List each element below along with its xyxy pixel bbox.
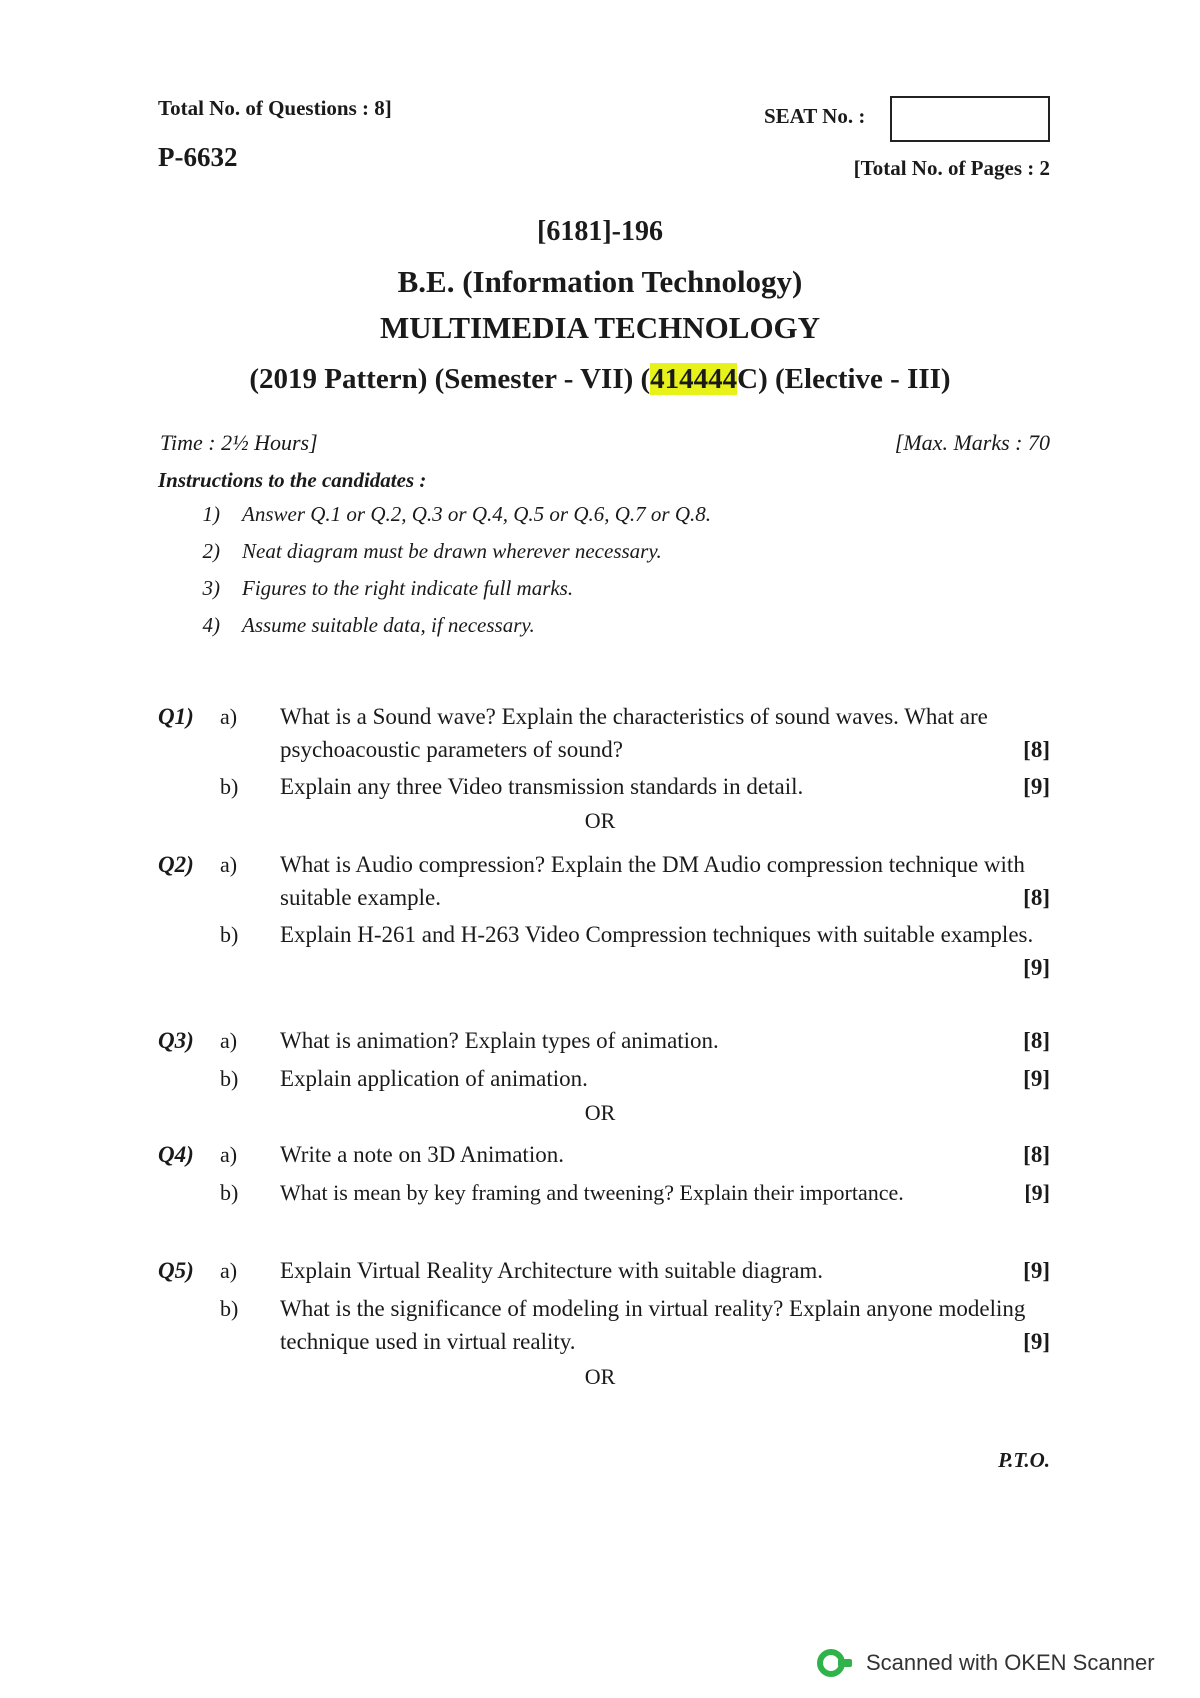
question-text: What is animation? Explain types of animation. — [280, 1028, 719, 1053]
question-part — [158, 1024, 1050, 1057]
part-label: b) — [220, 1296, 239, 1321]
marks: [8] — [1023, 885, 1050, 910]
degree-title: B.E. (Information Technology) — [397, 264, 803, 299]
marks: [9] — [1023, 774, 1050, 799]
exam-code: [6181]-196 — [537, 216, 663, 247]
pto-label: P.T.O. — [998, 1448, 1050, 1472]
marks: [9] — [1023, 1329, 1050, 1354]
instruction-item — [158, 613, 1018, 650]
subject-title: MULTIMEDIA TECHNOLOGY — [379, 310, 821, 345]
instruction-text: Figures to the right indicate full marks. — [242, 576, 574, 600]
question-text: Explain application of animation. — [280, 1066, 588, 1091]
question-part — [158, 1254, 1050, 1287]
question-number: Q1) — [158, 704, 194, 729]
question-part — [158, 770, 1050, 803]
marks: [8] — [1023, 1142, 1050, 1167]
seat-number-box — [890, 96, 1050, 142]
question-part — [158, 1292, 1050, 1358]
part-label: a) — [220, 852, 238, 877]
instruction-number: 2) — [202, 539, 220, 563]
paper-code: P-6632 — [158, 142, 238, 172]
marks: [9] — [1024, 1180, 1050, 1205]
pattern-line — [0, 363, 1200, 396]
max-marks: [Max. Marks : 70 — [894, 430, 1050, 455]
instruction-item — [158, 539, 1018, 576]
instruction-text: Assume suitable data, if necessary. — [242, 613, 535, 637]
question-part — [158, 1138, 1050, 1171]
question-text: What is a Sound wave? Explain the characteristics of sound waves. What are psychoacoustic parameters of sound? — [280, 704, 988, 762]
question-text: What is the significance of modeling in virtual reality? Explain anyone modeling technique used in virtual reality. — [280, 1296, 1026, 1354]
part-label: a) — [220, 1142, 238, 1167]
marks: [8] — [1023, 1028, 1050, 1053]
part-label: a) — [220, 1028, 238, 1053]
question-part — [158, 700, 1050, 766]
part-label: a) — [220, 1258, 238, 1283]
question-q4 — [158, 1138, 1050, 1209]
oken-logo-icon — [816, 1648, 854, 1678]
instruction-number: 3) — [202, 576, 220, 600]
marks: [8] — [1023, 737, 1050, 762]
question-text: Write a note on 3D Animation. — [280, 1142, 564, 1167]
question-q5 — [158, 1254, 1050, 1358]
question-q1 — [158, 700, 1050, 803]
instruction-item — [158, 576, 1018, 613]
question-part — [158, 1176, 1050, 1209]
part-label: b) — [220, 922, 239, 947]
pattern-suffix: C) (Elective - III) — [737, 363, 951, 395]
instruction-number: 4) — [202, 613, 220, 637]
or-separator: OR — [584, 1364, 616, 1389]
question-text: What is Audio compression? Explain the DM Audio compression technique with suitable example. — [280, 852, 1025, 910]
scanner-watermark — [816, 1648, 1155, 1678]
time-allowed: Time : 2½ Hours] — [160, 430, 318, 455]
total-pages: [Total No. of Pages : 2 — [853, 156, 1050, 180]
question-text: Explain Virtual Reality Architecture with suitable diagram. — [280, 1258, 824, 1283]
part-label: b) — [220, 1066, 239, 1091]
instruction-text: Neat diagram must be drawn wherever necessary. — [242, 539, 662, 563]
question-part — [158, 848, 1050, 914]
or-separator: OR — [584, 1100, 616, 1125]
instructions-list — [158, 502, 1018, 650]
question-text: Explain H-261 and H-263 Video Compression techniques with suitable examples. — [280, 922, 1034, 947]
scanner-text: Scanned with OKEN Scanner — [866, 1650, 1155, 1675]
instruction-item — [158, 502, 1018, 539]
part-label: a) — [220, 704, 238, 729]
question-number: Q4) — [158, 1142, 194, 1167]
question-part — [158, 1062, 1050, 1095]
question-number: Q2) — [158, 852, 194, 877]
instruction-number: 1) — [202, 502, 220, 526]
marks: [9] — [1023, 955, 1050, 980]
instruction-text: Answer Q.1 or Q.2, Q.3 or Q.4, Q.5 or Q.6, Q.7 or Q.8. — [242, 502, 712, 526]
part-label: b) — [220, 774, 239, 799]
pattern-prefix: (2019 Pattern) (Semester - VII) ( — [249, 363, 651, 395]
question-q2 — [158, 848, 1050, 984]
part-label: b) — [220, 1180, 239, 1205]
or-separator: OR — [584, 808, 616, 833]
question-q3 — [158, 1024, 1050, 1095]
question-text: What is mean by key framing and tweening? Explain their importance. — [280, 1180, 904, 1205]
seat-label: SEAT No. : — [764, 104, 866, 128]
question-part — [158, 918, 1050, 980]
marks: [9] — [1023, 1066, 1050, 1091]
question-text: Explain any three Video transmission standards in detail. — [280, 774, 804, 799]
course-code-highlight: 414444 — [650, 363, 738, 395]
marks: [9] — [1023, 1258, 1050, 1283]
total-questions: Total No. of Questions : 8] — [158, 96, 392, 120]
question-number: Q5) — [158, 1258, 194, 1283]
instructions-heading: Instructions to the candidates : — [158, 468, 427, 492]
question-number: Q3) — [158, 1028, 194, 1053]
